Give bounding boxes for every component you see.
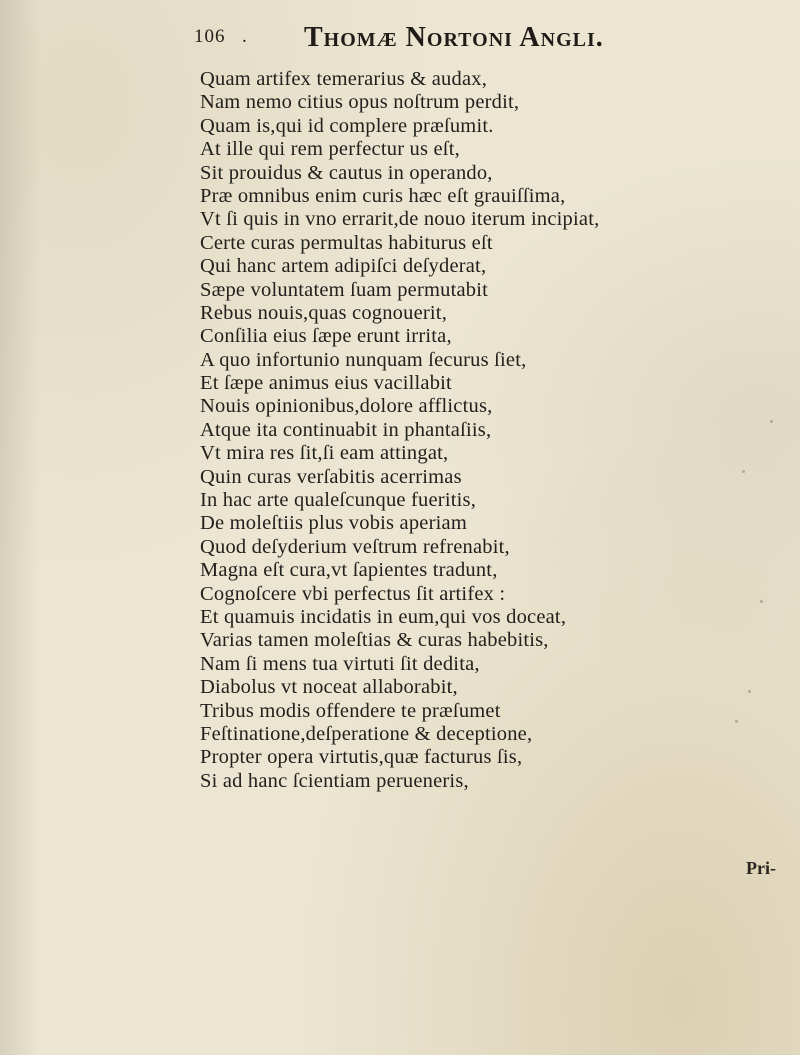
verse-line: Rebus nouis,quas cognouerit, <box>200 301 448 324</box>
page-number-dot: . <box>242 26 247 47</box>
verse-line: Sit prouidus & cautus in operando, <box>200 161 493 184</box>
verse-line: Vt mira res ſit,ſi eam attingat, <box>200 442 449 465</box>
verse-line: In hac arte qualeſcunque fueritis, <box>200 489 477 512</box>
verse-line: Si ad hanc ſcientiam perueneris, <box>200 769 469 792</box>
paper-speck <box>760 600 763 603</box>
verse-line: Et ſæpe animus eius vacillabit <box>200 372 452 395</box>
verse-line: Tribus modis offendere te præſumet <box>200 699 501 722</box>
gutter-shadow <box>0 0 40 1055</box>
verse-line: Diabolus vt noceat allaborabit, <box>200 676 458 699</box>
paper-speck <box>735 720 738 723</box>
paper-speck <box>770 420 773 423</box>
verse-line: Qui hanc artem adipiſci deſyderat, <box>200 255 487 278</box>
verse-line: Conſilia eius ſæpe erunt irrita, <box>200 325 452 348</box>
verse-line: Quod deſyderium veſtrum refrenabit, <box>200 535 510 558</box>
paper-speck <box>742 470 745 473</box>
verse-line: Nouis opinionibus,dolore afflictus, <box>200 395 493 418</box>
verse-line: Certe curas permultas habiturus eſt <box>200 231 493 254</box>
page-number: 106 <box>194 26 226 47</box>
catchword: Pri- <box>746 858 776 878</box>
verse-line: Nam nemo citius opus noſtrum perdit, <box>200 91 520 114</box>
verse-line: Feſtinatione,deſperatione & deceptione, <box>200 722 533 745</box>
verse-line: Præ omnibus enim curis hæc eſt grauiſſima, <box>200 184 566 207</box>
verse-line: A quo infortunio nunquam ſecurus ſiet, <box>200 348 527 371</box>
verse-line: At ille qui rem perfectur us eſt, <box>200 138 460 161</box>
verse-body <box>200 68 790 793</box>
verse-line: Quam is,qui id complere præſumit. <box>200 114 494 137</box>
verse-line: Quin curas verſabitis acerrimas <box>200 465 462 488</box>
verse-line: Magna eſt cura,vt ſapientes tradunt, <box>200 559 498 582</box>
running-head: Thomæ Nortoni Angli. <box>304 22 604 53</box>
verse-line: Varias tamen moleſtias & curas habebitis, <box>200 629 549 652</box>
verse-line: Sæpe voluntatem ſuam permutabit <box>200 278 489 301</box>
verse-line: Quam artifex temerarius & audax, <box>200 68 488 90</box>
verse-line: Nam ſi mens tua virtuti ſit dedita, <box>200 652 480 675</box>
page-header <box>194 22 794 62</box>
verse-line: Atque ita continuabit in phantaſiis, <box>200 418 492 441</box>
verse-line: Et quamuis incidatis in eum,qui vos doceat, <box>200 605 567 628</box>
paper-speck <box>748 690 751 693</box>
verse-line: Vt ſi quis in vno errarit,de nouo iterum incipiat, <box>200 208 600 231</box>
verse-line: De moleſtiis plus vobis aperiam <box>200 512 467 535</box>
verse-line: Propter opera virtutis,quæ facturus ſis, <box>200 746 523 769</box>
verse-line: Cognoſcere vbi perfectus ſit artifex : <box>200 582 506 605</box>
